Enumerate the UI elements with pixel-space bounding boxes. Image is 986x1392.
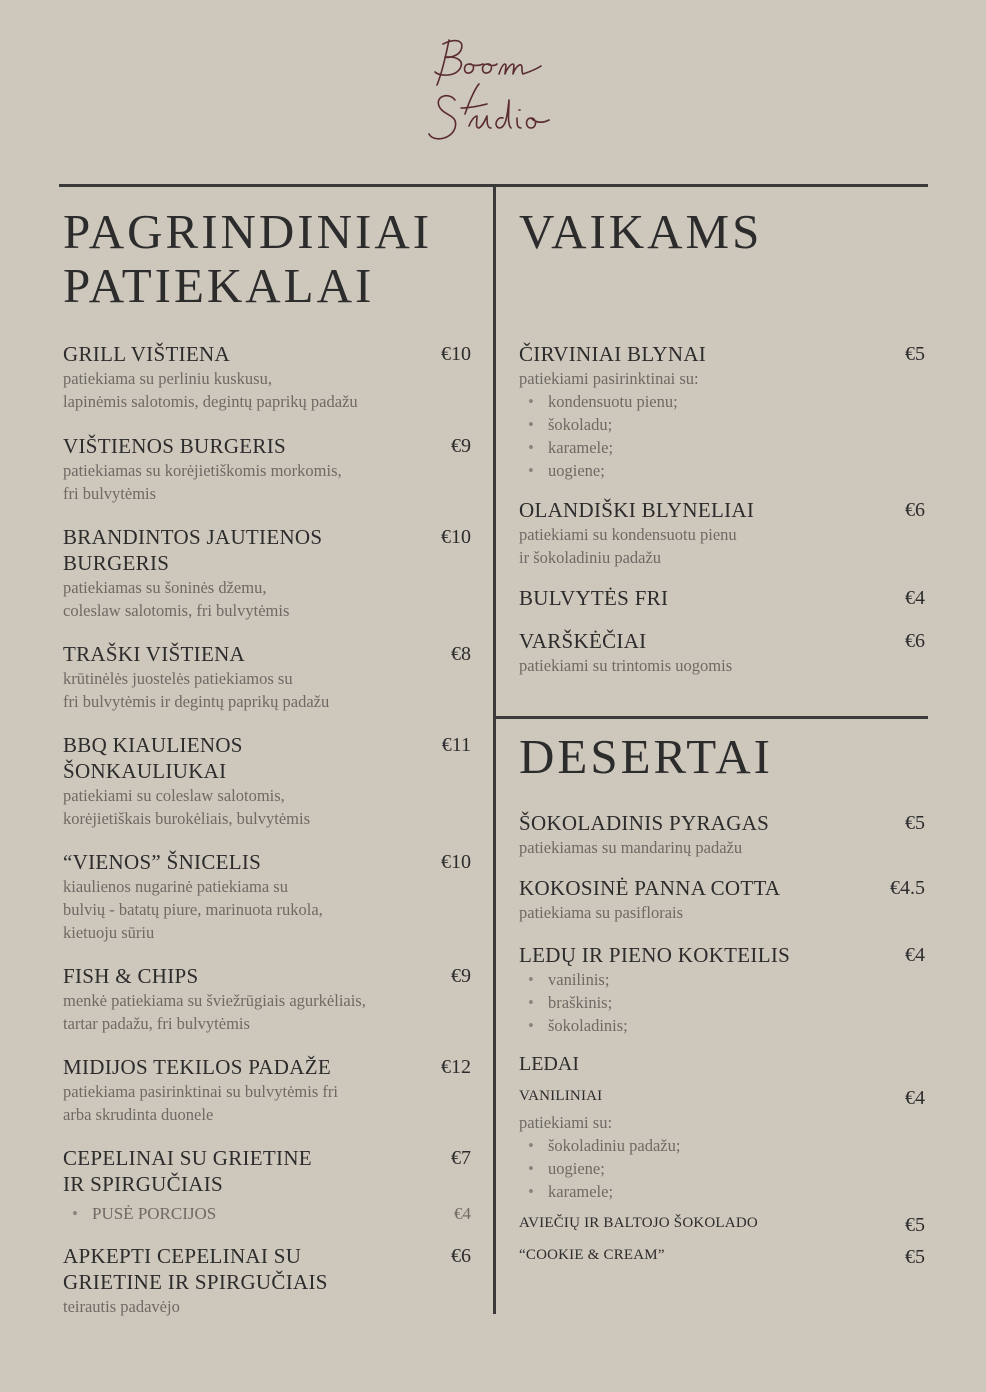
item-description: menkė patiekiama su šviežrūgiais agurkėliais, — [63, 991, 366, 1010]
menu-item — [519, 875, 925, 924]
item-price: €4 — [905, 944, 925, 966]
option-list — [519, 968, 925, 1037]
item-name: CEPELINAI SU GRIETINE IR SPIRGUČIAIS — [63, 1146, 312, 1196]
kids-title: VAIKAMS — [519, 204, 763, 259]
item-description: fri bulvytėmis — [63, 484, 157, 503]
option-list — [519, 1134, 925, 1203]
menu-item — [63, 524, 471, 622]
item-description: patiekiami pasirinktinai su: — [519, 369, 699, 388]
item-description: patiekiamas su korėjietiškomis morkomis, — [63, 461, 342, 480]
boom-studio-logo-icon — [425, 30, 575, 160]
item-description: korėjietiškais burokėliais, bulvytėmis — [63, 809, 311, 828]
item-price: €6 — [451, 1245, 471, 1267]
item-price: €10 — [441, 526, 471, 548]
item-price: €6 — [905, 630, 925, 652]
list-item: • šokoladinis; — [528, 1014, 925, 1037]
list-item: • kondensuotu pienu; — [528, 390, 925, 413]
item-description: lapinėmis salotomis, degintų paprikų padažu — [63, 392, 358, 411]
item-name: VIŠTIENOS BURGERIS — [63, 434, 286, 458]
item-price: €10 — [441, 851, 471, 873]
item-name: OLANDIŠKI BLYNELIAI — [519, 498, 755, 522]
item-price: €4.5 — [890, 877, 925, 899]
item-description: patiekiami su: — [519, 1113, 613, 1132]
item-name: AVIEČIŲ IR BALTOJO ŠOKOLADO — [519, 1215, 758, 1231]
item-name: APKEPTI CEPELINAI SU GRIETINE IR SPIRGUČIAIS — [63, 1244, 328, 1294]
item-price: €12 — [441, 1056, 471, 1078]
item-description: patiekiama su perliniu kuskusu, — [63, 369, 272, 388]
half-portion-row — [63, 1202, 471, 1226]
item-price: €8 — [451, 643, 471, 665]
item-name: GRILL VIŠTIENA — [63, 342, 230, 366]
item-price: €4 — [905, 587, 925, 609]
item-name: TRAŠKI VIŠTIENA — [63, 642, 246, 666]
list-item: • šokoladu; — [528, 413, 925, 436]
list-item: • karamele; — [528, 1180, 925, 1203]
menu-item — [519, 942, 925, 1037]
list-item: • karamele; — [528, 436, 925, 459]
item-description: teirautis padavėjo — [63, 1297, 180, 1316]
item-name: BRANDINTOS JAUTIENOS BURGERIS — [63, 525, 323, 575]
item-price: €9 — [451, 435, 471, 457]
item-name: VARŠKĖČIAI — [519, 629, 647, 653]
menu-item — [63, 641, 471, 713]
item-name: ŠOKOLADINIS PYRAGAS — [519, 811, 770, 835]
desserts-divider — [495, 716, 928, 719]
menu-item — [63, 1054, 471, 1126]
item-name: ČIRVINIAI BLYNAI — [519, 342, 707, 366]
menu-item — [519, 497, 925, 569]
bullet-icon: • — [72, 1204, 78, 1223]
menu-item — [519, 628, 925, 677]
list-item: • braškinis; — [528, 991, 925, 1014]
item-price: €11 — [441, 734, 471, 756]
item-name: “VIENOS” ŠNICELIS — [63, 850, 262, 874]
item-price: €5 — [905, 1214, 925, 1236]
item-price: €5 — [905, 812, 925, 834]
item-description: krūtinėlės juostelės patiekiamos su — [63, 669, 293, 688]
item-description: fri bulvytėmis ir degintų paprikų padažu — [63, 692, 330, 711]
item-name: BBQ KIAULIENOS ŠONKAULIUKAI — [63, 733, 243, 783]
item-description: patiekiama su pasiflorais — [519, 903, 684, 922]
item-price: €5 — [905, 343, 925, 365]
item-price: €7 — [451, 1147, 471, 1169]
item-name: MIDIJOS TEKILOS PADAŽE — [63, 1055, 331, 1079]
menu-item — [63, 732, 471, 830]
item-description: patiekiami su kondensuotu pienu — [519, 525, 737, 544]
item-description: tartar padažu, fri bulvytėmis — [63, 1014, 250, 1033]
ice-cream-group — [519, 1051, 925, 1270]
item-name: LEDŲ IR PIENO KOKTEILIS — [519, 943, 791, 967]
menu-item — [63, 341, 471, 413]
item-description: patiekiama pasirinktinai su bulvytėmis fri — [63, 1082, 338, 1101]
menu-item — [63, 849, 471, 944]
half-portion-name: • PUSĖ PORCIJOS — [72, 1202, 216, 1226]
column-divider — [493, 186, 496, 1314]
menu-item — [63, 1145, 471, 1226]
item-description: patiekiami su coleslaw salotomis, — [63, 786, 285, 805]
item-description: patiekiami su trintomis uogomis — [519, 656, 733, 675]
desserts-title: DESERTAI — [519, 729, 773, 784]
logo — [425, 30, 575, 160]
item-name: KOKOSINĖ PANNA COTTA — [519, 876, 781, 900]
list-item: • uogiene; — [528, 1157, 925, 1180]
item-price: €9 — [451, 965, 471, 987]
kids-section — [519, 205, 925, 677]
main-dishes-section — [63, 205, 471, 1318]
item-description: patiekiamas su šoninės džemu, — [63, 578, 267, 597]
menu-item — [519, 341, 925, 482]
ice-cream-title: LEDAI — [519, 1053, 579, 1075]
option-list — [519, 390, 925, 482]
half-portion-price: €4 — [454, 1204, 471, 1223]
menu-item — [519, 585, 925, 611]
menu-item — [63, 1243, 471, 1318]
item-name: BULVYTĖS FRI — [519, 586, 669, 610]
item-name: “COOKIE & CREAM” — [519, 1247, 665, 1263]
main-dishes-title: PAGRINDINIAI PATIEKALAI — [63, 204, 433, 313]
item-description: ir šokoladiniu padažu — [519, 548, 662, 567]
item-name: VANILINIAI — [519, 1088, 603, 1104]
item-description: coleslaw salotomis, fri bulvytėmis — [63, 601, 290, 620]
item-description: arba skrudinta duonele — [63, 1105, 214, 1124]
item-description: patiekiamas su mandarinų padažu — [519, 838, 743, 857]
item-description: kietuoju sūriu — [63, 923, 155, 942]
menu-item — [63, 433, 471, 505]
item-description: kiaulienos nugarinė patiekiama su — [63, 877, 288, 896]
menu-item — [63, 963, 471, 1035]
menu-item — [519, 810, 925, 859]
item-price: €6 — [905, 499, 925, 521]
item-price: €4 — [905, 1087, 925, 1109]
item-price: €10 — [441, 343, 471, 365]
item-price: €5 — [905, 1246, 925, 1268]
item-name: FISH & CHIPS — [63, 964, 199, 988]
list-item: • uogiene; — [528, 459, 925, 482]
list-item: • vanilinis; — [528, 968, 925, 991]
item-description: bulvių - batatų piure, marinuota rukola, — [63, 900, 323, 919]
list-item: • šokoladiniu padažu; — [528, 1134, 925, 1157]
desserts-section — [519, 730, 925, 1270]
